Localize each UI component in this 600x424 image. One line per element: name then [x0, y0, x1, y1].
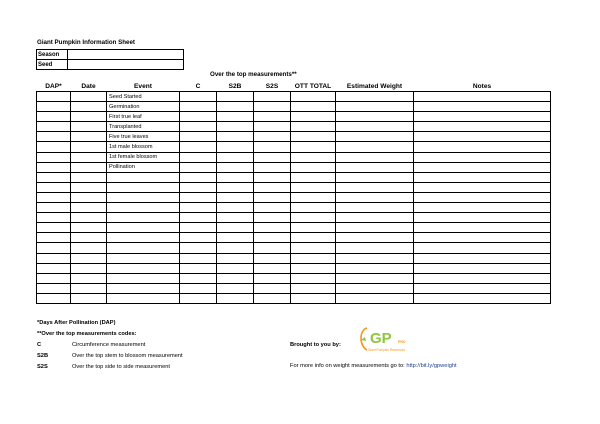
table-cell[interactable] [254, 182, 291, 192]
table-cell[interactable] [336, 122, 414, 132]
table-cell[interactable] [414, 142, 551, 152]
table-cell[interactable] [414, 192, 551, 202]
code-s2b: S2B [37, 353, 49, 359]
event-cell: 1st male blossom [107, 142, 180, 152]
table-cell[interactable] [291, 223, 336, 233]
logo-letters: GP [370, 330, 392, 347]
table-cell[interactable] [414, 273, 551, 283]
table-cell[interactable] [414, 243, 551, 253]
table-cell[interactable] [37, 263, 71, 273]
table-cell[interactable] [180, 182, 217, 192]
table-cell[interactable] [71, 203, 107, 213]
table-cell[interactable] [37, 253, 71, 263]
table-cell[interactable] [37, 293, 71, 303]
table-cell[interactable] [71, 122, 107, 132]
table-cell[interactable] [217, 152, 254, 162]
table-cell[interactable] [37, 172, 71, 182]
table-cell[interactable] [414, 182, 551, 192]
table-cell[interactable] [336, 102, 414, 112]
table-cell[interactable] [291, 162, 336, 172]
table-cell[interactable] [336, 132, 414, 142]
table-cell[interactable] [37, 243, 71, 253]
table-row [37, 263, 551, 273]
table-cell[interactable] [336, 172, 414, 182]
table-cell[interactable] [291, 112, 336, 122]
table-cell[interactable] [217, 243, 254, 253]
table-row [37, 243, 551, 253]
table-row [37, 92, 551, 102]
table-cell[interactable] [107, 203, 180, 213]
table-cell[interactable] [414, 263, 551, 273]
table-cell[interactable] [180, 192, 217, 202]
table-row [37, 283, 551, 293]
table-cell[interactable] [37, 162, 71, 172]
code-s2b-desc: Over the top stem to blossom measurement [72, 353, 183, 359]
table-cell[interactable] [217, 263, 254, 273]
table-cell[interactable] [254, 162, 291, 172]
table-cell[interactable] [414, 102, 551, 112]
table-cell[interactable] [71, 273, 107, 283]
col-header: DAP* [37, 82, 71, 92]
table-cell[interactable] [414, 253, 551, 263]
table-cell[interactable] [217, 273, 254, 283]
code-s2s: S2S [37, 364, 48, 370]
table-cell[interactable] [291, 172, 336, 182]
table-cell[interactable] [37, 142, 71, 152]
table-cell[interactable] [217, 132, 254, 142]
brought-by-label: Brought to you by: [290, 342, 341, 348]
table-row [37, 203, 551, 213]
table-cell[interactable] [254, 273, 291, 283]
table-cell[interactable] [336, 112, 414, 122]
col-header: OTT TOTAL [291, 82, 336, 92]
season-value[interactable] [68, 50, 184, 60]
table-cell[interactable] [254, 233, 291, 243]
table-cell[interactable] [180, 233, 217, 243]
table-cell[interactable] [217, 213, 254, 223]
table-cell[interactable] [336, 253, 414, 263]
seed-label: Seed [37, 60, 68, 70]
table-cell[interactable] [336, 283, 414, 293]
season-label: Season [37, 50, 68, 60]
table-cell[interactable] [180, 253, 217, 263]
table-cell[interactable] [180, 283, 217, 293]
table-cell[interactable] [414, 223, 551, 233]
table-body [37, 92, 551, 304]
table-cell[interactable] [291, 192, 336, 202]
code-c: C [37, 342, 42, 348]
table-cell[interactable] [37, 273, 71, 283]
table-cell[interactable] [217, 92, 254, 102]
table-row [37, 273, 551, 283]
table-cell[interactable] [414, 283, 551, 293]
table-cell[interactable] [336, 263, 414, 273]
table-cell[interactable] [414, 122, 551, 132]
table-cell[interactable] [180, 223, 217, 233]
table-cell[interactable] [414, 132, 551, 142]
table-cell[interactable] [217, 253, 254, 263]
code-s2s-desc: Over the top side to side measurement [72, 364, 171, 370]
col-header: S2B [217, 82, 254, 92]
table-cell[interactable] [180, 263, 217, 273]
table-row [37, 122, 551, 132]
table-cell[interactable] [291, 122, 336, 132]
table-cell[interactable] [291, 253, 336, 263]
table-row [37, 253, 551, 263]
table-cell[interactable] [180, 172, 217, 182]
table-cell[interactable] [37, 122, 71, 132]
meta-table [36, 49, 184, 70]
table-cell[interactable] [291, 213, 336, 223]
event-cell: Pollination [107, 162, 180, 172]
table-cell[interactable] [180, 142, 217, 152]
table-cell[interactable] [336, 243, 414, 253]
table-cell[interactable] [254, 172, 291, 182]
table-cell[interactable] [336, 203, 414, 213]
table-cell[interactable] [217, 142, 254, 152]
table-cell[interactable] [71, 192, 107, 202]
event-cell: First true leaf [107, 112, 180, 122]
table-cell[interactable] [71, 223, 107, 233]
table-row [37, 213, 551, 223]
table-cell[interactable] [107, 273, 180, 283]
table-cell[interactable] [180, 243, 217, 253]
table-row [37, 102, 551, 112]
table-cell[interactable] [414, 92, 551, 102]
table-cell[interactable] [291, 273, 336, 283]
more-info [290, 363, 457, 369]
table-cell[interactable] [180, 162, 217, 172]
table-cell[interactable] [37, 213, 71, 223]
table-cell[interactable] [180, 213, 217, 223]
table-cell[interactable] [254, 253, 291, 263]
table-cell[interactable] [71, 142, 107, 152]
table-cell[interactable] [414, 233, 551, 243]
dap-footnote: *Days After Pollination (DAP) [37, 320, 116, 326]
table-cell[interactable] [71, 162, 107, 172]
table-cell[interactable] [336, 92, 414, 102]
table-cell[interactable] [180, 122, 217, 132]
table-cell[interactable] [217, 172, 254, 182]
table-cell[interactable] [291, 152, 336, 162]
table-cell[interactable] [291, 142, 336, 152]
table-cell[interactable] [217, 203, 254, 213]
over-the-top-heading: Over the top measurements** [210, 71, 297, 78]
table-cell[interactable] [107, 283, 180, 293]
table-cell[interactable] [291, 182, 336, 192]
logo-badge: PRO [398, 340, 406, 344]
table-row [37, 182, 551, 192]
table-cell[interactable] [414, 172, 551, 182]
table-cell[interactable] [71, 293, 107, 303]
table-cell[interactable] [37, 132, 71, 142]
table-cell[interactable] [254, 112, 291, 122]
table-cell[interactable] [291, 243, 336, 253]
table-cell[interactable] [414, 293, 551, 303]
ott-codes-heading: **Over the top measurements codes: [37, 331, 137, 337]
sheet-title: Giant Pumpkin Information Sheet [37, 39, 135, 46]
table-cell[interactable] [107, 172, 180, 182]
table-cell[interactable] [107, 192, 180, 202]
table-cell[interactable] [37, 233, 71, 243]
col-header: Event [107, 82, 180, 92]
col-header: C [180, 82, 217, 92]
table-row [37, 172, 551, 182]
table-cell[interactable] [37, 283, 71, 293]
table-cell[interactable] [291, 132, 336, 142]
meta-row-seed [37, 60, 184, 70]
table-cell[interactable] [71, 112, 107, 122]
measurements-table [36, 82, 551, 304]
table-cell[interactable] [71, 253, 107, 263]
table-cell[interactable] [180, 203, 217, 213]
table-cell[interactable] [291, 102, 336, 112]
table-cell[interactable] [107, 253, 180, 263]
table-cell[interactable] [254, 92, 291, 102]
table-cell[interactable] [71, 233, 107, 243]
table-row [37, 132, 551, 142]
table-cell[interactable] [180, 293, 217, 303]
table-cell[interactable] [180, 92, 217, 102]
table-cell[interactable] [180, 273, 217, 283]
table-cell[interactable] [336, 192, 414, 202]
table-cell[interactable] [180, 152, 217, 162]
table-cell[interactable] [336, 162, 414, 172]
table-cell[interactable] [336, 273, 414, 283]
table-cell[interactable] [414, 152, 551, 162]
event-cell: Germination [107, 102, 180, 112]
table-cell[interactable] [217, 162, 254, 172]
table-cell[interactable] [217, 112, 254, 122]
table-cell[interactable] [414, 112, 551, 122]
table-row [37, 223, 551, 233]
table-cell[interactable] [291, 263, 336, 273]
table-header [37, 82, 551, 92]
meta-row-season [37, 50, 184, 60]
table-cell[interactable] [217, 233, 254, 243]
table-cell[interactable] [71, 243, 107, 253]
table-row [37, 142, 551, 152]
table-cell[interactable] [254, 293, 291, 303]
table-cell[interactable] [291, 293, 336, 303]
table-cell[interactable] [217, 293, 254, 303]
logo-tagline: Giant Pumpkin Resources [368, 348, 406, 352]
table-cell[interactable] [254, 223, 291, 233]
event-cell: Seed Started [107, 92, 180, 102]
seed-value[interactable] [68, 60, 184, 70]
table-cell[interactable] [254, 132, 291, 142]
table-row [37, 192, 551, 202]
table-cell[interactable] [107, 293, 180, 303]
col-header: Notes [414, 82, 551, 92]
col-header: S2S [254, 82, 291, 92]
table-cell[interactable] [107, 233, 180, 243]
table-cell[interactable] [254, 213, 291, 223]
table-cell[interactable] [180, 112, 217, 122]
table-cell[interactable] [71, 283, 107, 293]
table-cell[interactable] [107, 263, 180, 273]
table-cell[interactable] [37, 203, 71, 213]
table-cell[interactable] [37, 182, 71, 192]
table-cell[interactable] [336, 233, 414, 243]
gp-logo [357, 324, 411, 356]
table-cell[interactable] [291, 92, 336, 102]
table-cell[interactable] [336, 223, 414, 233]
table-cell[interactable] [254, 102, 291, 112]
table-cell[interactable] [254, 283, 291, 293]
table-cell[interactable] [336, 213, 414, 223]
table-cell[interactable] [291, 233, 336, 243]
table-cell[interactable] [254, 263, 291, 273]
col-header: Estimated Weight [336, 82, 414, 92]
table-cell[interactable] [217, 102, 254, 112]
table-cell[interactable] [291, 203, 336, 213]
table-cell[interactable] [254, 152, 291, 162]
table-row [37, 152, 551, 162]
table-cell[interactable] [336, 293, 414, 303]
table-cell[interactable] [414, 162, 551, 172]
table-cell[interactable] [37, 152, 71, 162]
more-info-text: For more info on weight measurements go to: [290, 363, 405, 369]
table-cell[interactable] [336, 182, 414, 192]
table-cell[interactable] [217, 122, 254, 132]
table-cell[interactable] [107, 213, 180, 223]
table-cell[interactable] [37, 192, 71, 202]
table-cell[interactable] [217, 182, 254, 192]
table-cell[interactable] [180, 102, 217, 112]
table-cell[interactable] [414, 203, 551, 213]
table-cell[interactable] [217, 223, 254, 233]
table-cell[interactable] [254, 203, 291, 213]
event-cell: Five true leaves [107, 132, 180, 142]
table-row [37, 293, 551, 303]
code-c-desc: Circumference measurement [72, 342, 146, 348]
table-cell[interactable] [180, 132, 217, 142]
table-cell[interactable] [71, 152, 107, 162]
table-row [37, 233, 551, 243]
table-cell[interactable] [71, 263, 107, 273]
table-cell[interactable] [217, 283, 254, 293]
table-row [37, 162, 551, 172]
table-cell[interactable] [336, 152, 414, 162]
event-cell: 1st female blossom [107, 152, 180, 162]
table-row [37, 112, 551, 122]
table-cell[interactable] [71, 172, 107, 182]
table-cell[interactable] [71, 213, 107, 223]
table-cell[interactable] [254, 122, 291, 132]
table-cell[interactable] [414, 213, 551, 223]
table-cell[interactable] [336, 142, 414, 152]
table-cell[interactable] [254, 142, 291, 152]
weight-link[interactable]: http://bit.ly/gpweight [406, 363, 457, 369]
event-cell: Transplanted [107, 122, 180, 132]
table-cell[interactable] [37, 223, 71, 233]
table-cell[interactable] [107, 223, 180, 233]
table-cell[interactable] [291, 283, 336, 293]
table-cell[interactable] [71, 132, 107, 142]
table-cell[interactable] [254, 192, 291, 202]
table-cell[interactable] [254, 243, 291, 253]
table-cell[interactable] [37, 102, 71, 112]
table-cell[interactable] [71, 182, 107, 192]
table-cell[interactable] [107, 243, 180, 253]
table-cell[interactable] [37, 112, 71, 122]
table-cell[interactable] [217, 192, 254, 202]
table-cell[interactable] [71, 102, 107, 112]
table-cell[interactable] [71, 92, 107, 102]
col-header: Date [71, 82, 107, 92]
table-cell[interactable] [107, 182, 180, 192]
table-cell[interactable] [37, 92, 71, 102]
